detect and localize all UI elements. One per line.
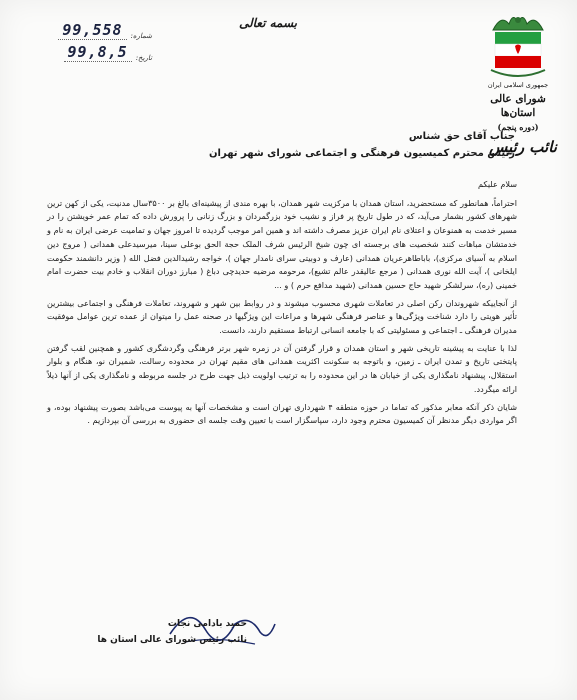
iran-emblem-icon bbox=[483, 10, 553, 86]
signatory-title: نائب رئیس شورای عالی استان ها bbox=[97, 635, 247, 645]
letter-date-value: 99,8,5 bbox=[64, 43, 132, 62]
signatory-name: حمید بادامی نجات bbox=[167, 619, 247, 629]
council-top-line: جمهوری اسلامی ایران bbox=[487, 81, 549, 89]
letter-date-row bbox=[22, 40, 152, 62]
letter-number-value: 99,558 bbox=[58, 21, 126, 40]
letter-body bbox=[47, 178, 517, 432]
signature-block bbox=[67, 616, 247, 648]
letter-number-row bbox=[22, 18, 152, 40]
letter-meta bbox=[22, 18, 152, 62]
body-paragraph-3: لذا با عنایت به پیشینه تاریخی شهر و استان همدان و قرار گرفتن آن در زمره شهر برتر فرهنگی وگردشگری کشور و همچنین لقب گرفتن پایتختی تاریخ و تمدن ایران ـ زمین، و باتوجه به سکونت اکثریت همدانی های مقیم تهران در محدوده رسالت، شمیران نو، هنگام و بلوار استقلال، پیشنهاد نامگذاری یکی از خیابان ها در این محدوده را به ترتیب اولویت ذیل جهت طرح در جلسه مربوطه و نامگذاری یکی از آنها ذیلاً ارائه میگردد. bbox=[47, 342, 517, 394]
role-label: نائب رئیس bbox=[489, 138, 557, 156]
council-term: (دوره پنجم) bbox=[497, 122, 539, 132]
emblem-ribbon bbox=[491, 70, 545, 76]
council-name-block bbox=[472, 78, 564, 134]
body-paragraph-4: شایان ذکر آنکه معابر مذکور که تماما در حوزه منطقه ۴ شهرداری تهران است و مشخصات آنها به پیوست می‌باشد بصورت پیشنهاد بوده، و اگر مواردی دیگر مدنظر آن کمیسیون محترم وجود دارد، سپاسگزار است با تعیین وقت جلسه ای حضوری به بررسی آن بپردازیم . bbox=[47, 401, 517, 426]
letter-date-label: تاریخ: bbox=[135, 54, 152, 62]
emblem-flag bbox=[495, 32, 541, 68]
greeting: سلام علیکم bbox=[477, 179, 517, 189]
body-paragraph-2: از آنجاییکه شهروندان رکن اصلی در تعاملات شهری محسوب میشوند و در روابط بین شهر و شهروند، تعاملات فرهنگی و اجتماعی بیشترین تأثیر هویتی را دارد شناخت ویژگی‌ها و عناصر فرهنگی شهرها و مراعات این ویژگیها در صحنه عمل را میتوان از عمده ترین عوامل موفقیت مدیران فرهنگی ـ اجتماعی و مسئولیتی که با جامعه انسانی ارتباط مستقیم دارند، دانست. bbox=[47, 297, 517, 336]
letter-number-label: شماره: bbox=[130, 32, 152, 40]
emblem-crown bbox=[493, 17, 543, 30]
recipient-name: جناب آقای حق شناس bbox=[408, 131, 515, 142]
recipient-block bbox=[75, 128, 515, 162]
invocation-heading: بسمه تعالی bbox=[238, 16, 298, 30]
recipient-title: رئیس محترم کمیسیون فرهنگی و اجتماعی شورای شهر تهران bbox=[209, 148, 515, 159]
body-paragraph-1: احتراماً، همانطور که مستحضرید، استان همدان با مرکزیت شهر همدان، با بهره مندی از پیشینه‌ای بالغ بر ۳۵۰۰سال مدنیت، یکی از کهن ترین شهرهای کشور بشمار می‌آید، که در طول تاریخ پر فراز و نشیب خود بزرگمردان و بزرگ زنانی را پرورش داده که تمام عمر خویشتن را در مسیر خدمت به همنوعان و اعتلای نام ایران عزیز مصرف داشته اند و همین امر موجب گردیده تا امروز جهان و تمامیت عرضی ایران به نام و خدمتشان مباهات کنند شخصیت های برجسته ای چون شیخ الرئیس شرف الملک حجة الحق بوعلی سینا، میرسیدعلی همدانی ( مروج دین اسلام به آسیای مرکزی)، باباطاهرعریان همدانی (عارف و دوبیتی سرای نامدار جهان )، خواجه رشیدالدین فضل الله ( وزیر دانشمند حکومت ایلخانی )، آیت الله نوری همدانی ( مرجع عالیقدر عالم تشیع)، مرحومه مرضیه حدیدچی دباغ ( مبارز دوران انقلاب و خادم بیت حضرت امام خمینی (ره)، سرلشکر شهید حاج حسین همدانی (شهید مدافع حرم ) و ... bbox=[47, 197, 517, 290]
council-name: شورای عالی استان‌ها bbox=[490, 93, 546, 119]
